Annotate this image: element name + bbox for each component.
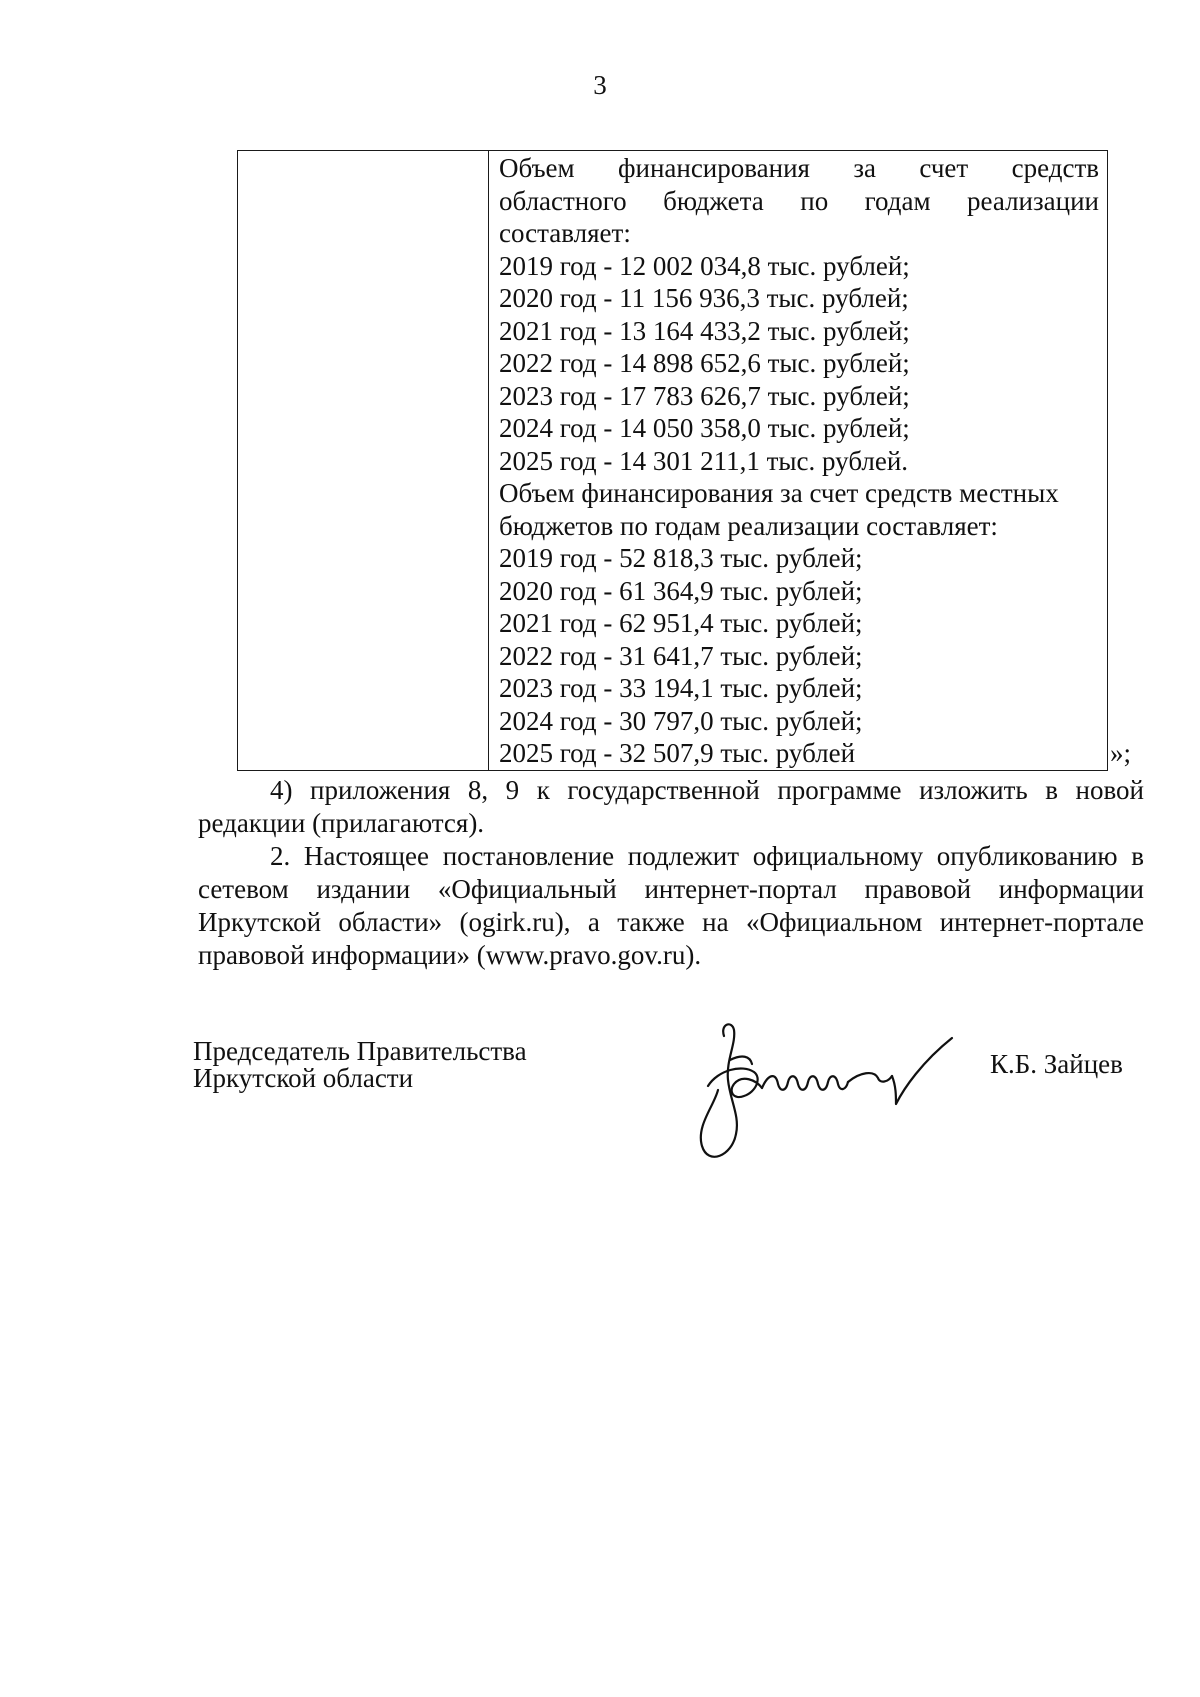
local-year-line: 2019 год - 52 818,3 тыс. рублей; <box>499 543 863 573</box>
regional-year-line: 2023 год - 17 783 626,7 тыс. рублей; <box>499 380 910 411</box>
regional-year-line: 2019 год - 12 002 034,8 тыс. рублей; <box>499 250 910 281</box>
paragraph: 4) приложения 8, 9 к государственной программе изложить в новой редакции (прилагаются). <box>198 775 1144 838</box>
body-text <box>198 774 1144 972</box>
signer-position <box>193 1038 527 1092</box>
financing-table <box>237 150 1108 771</box>
local-intro-line: бюджетов по годам реализации составляет: <box>499 510 998 541</box>
local-year-line: 2021 год - 62 951,4 тыс. рублей; <box>499 608 863 638</box>
regional-year-line: 2025 год - 14 301 211,1 тыс. рублей. <box>499 445 909 476</box>
table-row <box>238 151 1108 771</box>
signer-position-line: Иркутской области <box>193 1063 414 1093</box>
handwritten-signature <box>690 1000 990 1175</box>
regional-intro-last: составляет: <box>499 218 631 248</box>
table-cell-empty <box>238 151 489 771</box>
signer-position-line: Председатель Правительства <box>193 1036 527 1066</box>
page-number: 3 <box>593 70 607 100</box>
regional-intro-line: областного бюджета по годам реализации <box>499 185 1099 216</box>
local-year-line: 2022 год - 31 641,7 тыс. рублей; <box>499 640 863 671</box>
local-year-line: 2025 год - 32 507,9 тыс. рублей <box>499 738 856 768</box>
local-intro-line: Объем финансирования за счет средств местных <box>499 478 1059 508</box>
regional-year-line: 2020 год - 11 156 936,3 тыс. рублей; <box>499 283 909 313</box>
paragraph: 2. Настоящее постановление подлежит официальному опубликованию в сетевом издании «Официальный интернет-портал правовой информации Иркутской области» (ogirk.ru), а также на «Официальном интернет-портале правовой информации» (www.pravo.gov.ru). <box>198 841 1144 970</box>
regional-intro-line: Объем финансирования за счет средств <box>499 153 1099 183</box>
local-year-line: 2020 год - 61 364,9 тыс. рублей; <box>499 575 863 606</box>
local-year-line: 2023 год - 33 194,1 тыс. рублей; <box>499 673 863 703</box>
regional-year-line: 2022 год - 14 898 652,6 тыс. рублей; <box>499 348 910 378</box>
closing-quote: »; <box>1110 738 1132 768</box>
local-year-line: 2024 год - 30 797,0 тыс. рублей; <box>499 705 863 736</box>
regional-year-line: 2024 год - 14 050 358,0 тыс. рублей; <box>499 413 910 443</box>
signer-name: К.Б. Зайцев <box>990 1049 1123 1079</box>
table-cell-financing <box>489 151 1108 771</box>
regional-year-line: 2021 год - 13 164 433,2 тыс. рублей; <box>499 315 910 346</box>
